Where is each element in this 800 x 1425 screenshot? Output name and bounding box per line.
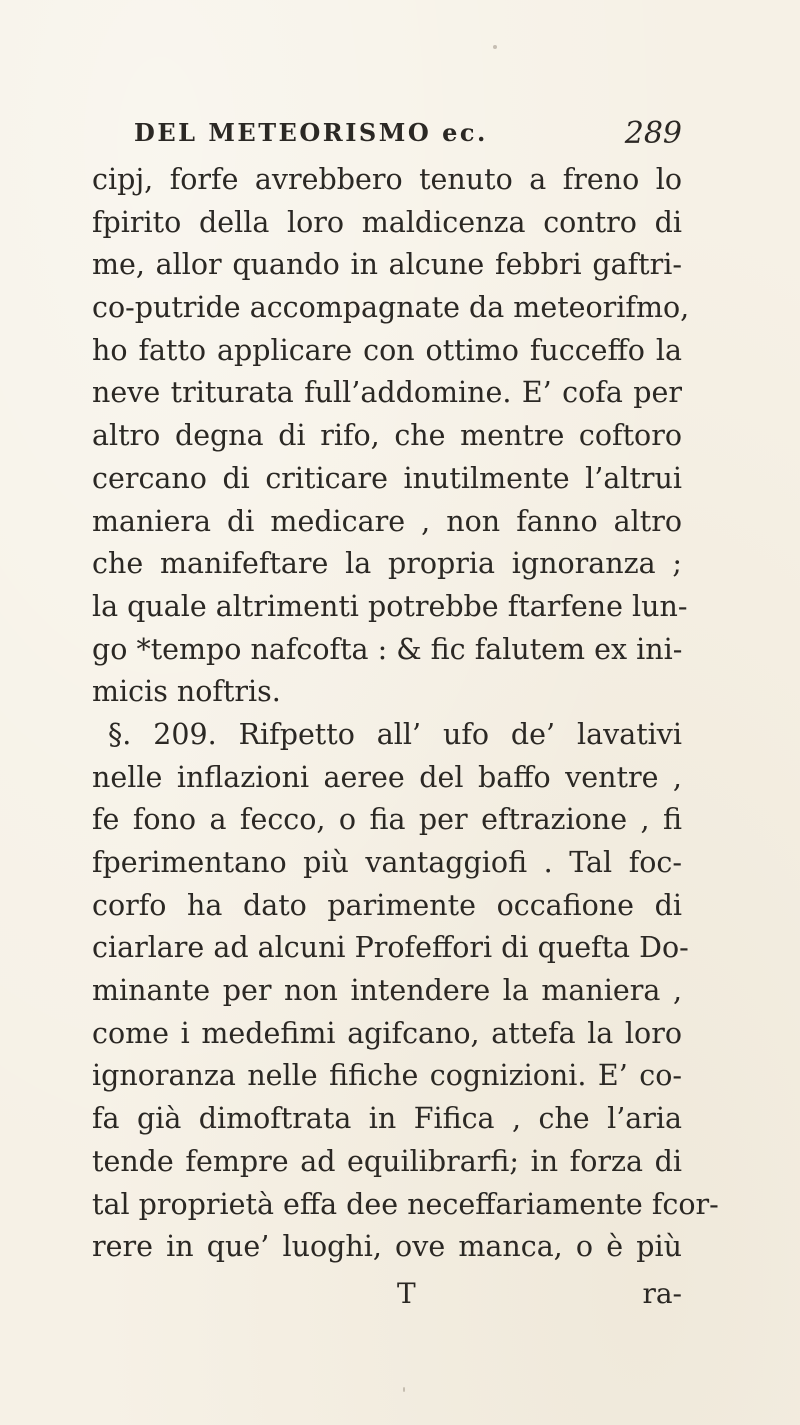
text-line: me, allor quando in alcune febbri gaftri- [92,248,682,282]
text-line: cipj, forfe avrebbero tenuto a freno lo [92,163,682,196]
text-line: neve triturata full’addomine. E’ cofa per [92,376,682,410]
text-line: ignoranza nelle fifiche cognizioni. E’ co- [92,1059,682,1093]
text-line: maniera di medicare , non fanno altro [92,504,682,538]
text-line: fa già dimoftrata in Fifica , che l’aria [92,1102,682,1136]
catchword: ra- [642,1277,682,1310]
running-head: DEL METEORISMO ec. [134,118,488,147]
text-line: rere in que’ luoghi, ove manca, o è più [92,1230,682,1264]
text-line: ciarlare ad alcuni Profeffori di quefta Do- [92,931,689,965]
text-line: fe fono a fecco, o fia per eftrazione , fi [92,803,682,837]
text-line: tal proprietà effa dee neceffariamente fcor- [92,1187,719,1221]
text-line: fperimentano più vantaggiofi . Tal foc- [92,846,682,879]
page-header [134,118,682,158]
text-line: la quale altrimenti potrebbe ftarfene lun- [92,589,688,623]
text-line: minante per non intendere la maniera , [92,974,682,1008]
text-line: nelle inflazioni aeree del baffo ventre , [92,760,682,794]
page-footer [92,1277,682,1321]
text-line: come i medefimi agifcano, attefa la loro [92,1016,682,1050]
ink-speck [493,45,497,49]
body-text [92,159,719,1269]
section-line: §. 209. Rifpetto all’ ufo de’ lavativi [108,717,682,751]
text-line: cercano di criticare inutilmente l’altrui [92,461,682,495]
ink-speck [403,1387,405,1392]
text-line: tende fempre ad equilibrarfi; in forza di [92,1144,682,1178]
signature-mark: T [397,1277,417,1310]
text-line: ho fatto applicare con ottimo fucceffo la [92,333,682,367]
text-line: che manifeftare la propria ignoranza ; [92,547,682,581]
text-line: corfo ha dato parimente occafione di [92,888,682,922]
text-line: micis noftris. [92,675,281,709]
page-number: 289 [624,116,682,151]
text-line: fpirito della loro maldicenza contro di [92,205,682,239]
text-line: altro degna di rifo, che mentre coftoro [92,419,682,453]
text-line: co-putride accompagnate da meteorifmo, [92,291,690,325]
text-line: go *tempo nafcofta : & fic falutem ex ini- [92,632,683,666]
